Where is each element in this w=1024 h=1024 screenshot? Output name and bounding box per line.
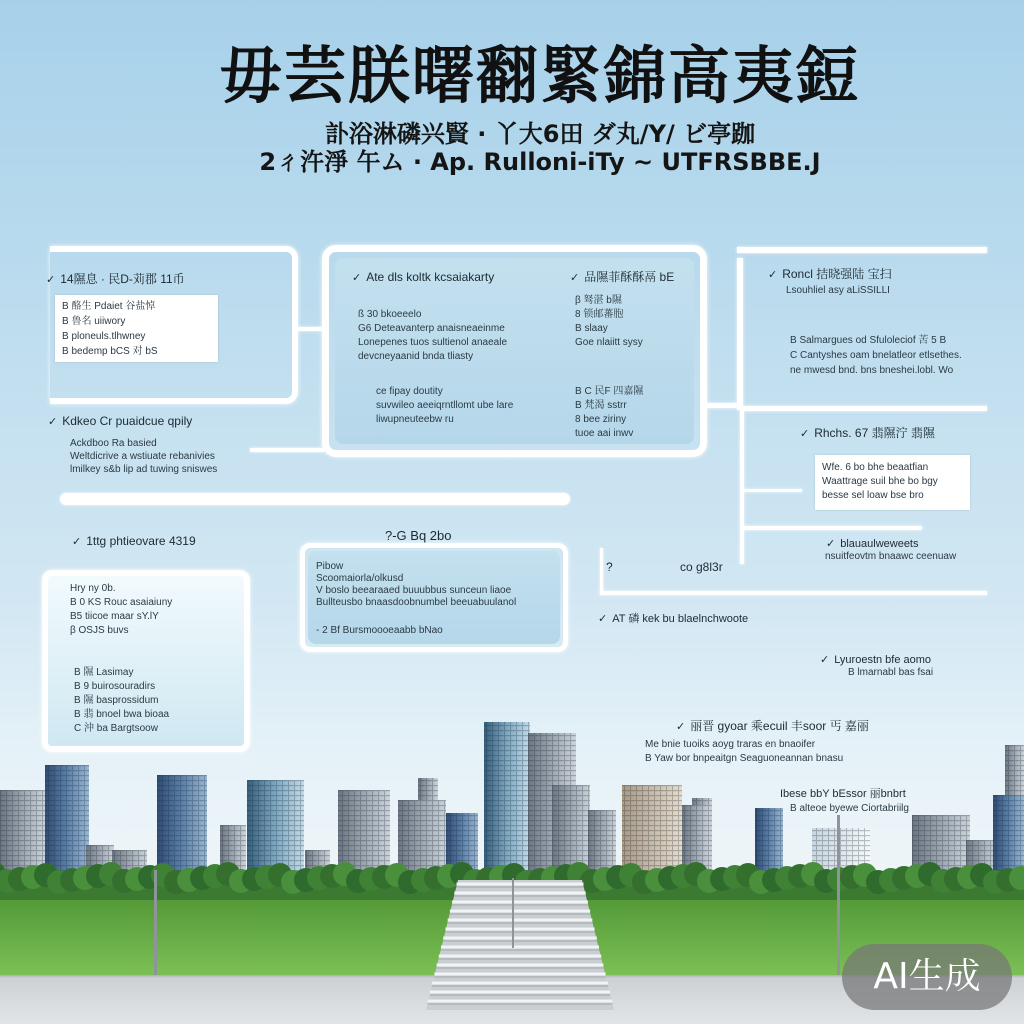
text-line: B 翡 bnoel bwa bioaa <box>74 709 170 720</box>
right-frame-side <box>737 258 743 410</box>
text-line: Hry ny 0b. <box>70 583 116 594</box>
ai-generated-badge: AI生成 <box>842 944 1012 1010</box>
center-mid-lines <box>316 561 556 609</box>
connector-line <box>742 526 922 530</box>
center-heading-right-text: 品隰菲酥酥鬲 bE <box>584 270 675 284</box>
left-top-heading <box>46 272 286 287</box>
right-mid-lines <box>822 461 966 503</box>
text-line: devcneyaanid bnda tliasty <box>358 351 474 362</box>
skyline-note1-heading <box>676 719 966 734</box>
text-line: Ackdboo Ra basied <box>70 438 157 449</box>
right-note-heading-text: blauaulweweets <box>840 538 919 550</box>
check-icon: ✓ <box>598 612 608 625</box>
right-top-heading-text: Roncl 拮晓强陆 宝扫 <box>782 267 892 281</box>
right-low-line: B lmarnabl bas fsai <box>848 667 934 678</box>
left-mid-lines <box>70 437 290 476</box>
text-line: Waattrage suil bhe bo bgy <box>822 476 938 487</box>
text-line: B5 tiicoe maar sY.lY <box>70 611 159 622</box>
subtitle-top: 訃浴淋磷兴賢 · 丫大6田 ダ丸/Y/ ビ亭跏 <box>324 120 756 148</box>
text-line: Lonepenes tuos sultienol anaeale <box>358 337 508 348</box>
text-line: 8 bee ziriny <box>575 414 627 425</box>
text-line: B 隰 Lasimay <box>74 667 134 678</box>
right-frame-top <box>737 247 987 253</box>
text-line: β 驽湛 b隰 <box>575 295 622 306</box>
text-line: Pibow <box>316 561 344 572</box>
check-icon: ✓ <box>46 273 56 286</box>
text-line: C 沖 ba Bargtsoow <box>74 723 158 734</box>
check-icon: ✓ <box>352 271 362 284</box>
center-right-lines-top <box>575 294 690 350</box>
left-mid-heading-text: Kdkeo Cr puaidcue qpily <box>62 414 193 428</box>
check-icon: ✓ <box>800 427 810 440</box>
text-line: 8 锁邮蕃胞 <box>575 309 624 320</box>
center-heading-left <box>352 270 562 285</box>
skyline-note1-heading-text: 丽晋 gyoar 乘ecuil 丰soor 丐 嘉丽 <box>690 719 869 733</box>
center-mid-footer: - 2 Bf Bursmoooeaabb bNao <box>316 625 443 636</box>
center-left-lines-top <box>358 308 563 364</box>
text-line: B C 民F 四嘉隰 <box>575 386 644 397</box>
right-top-lines <box>790 333 980 378</box>
text-line: B 0 KS Rouc asaiaiuny <box>70 597 173 608</box>
text-line: Scoomaiorla/olkusd <box>316 573 404 584</box>
text-line: B 鲁名 uiiwory <box>62 316 126 327</box>
text-line: Weltdicrive a wstiuate rebanivies <box>70 451 215 462</box>
skyline-note2-heading: Ibese bbY bEssor 丽bnbrt <box>780 788 906 800</box>
right-top-subline: Lsouhliel asy aLiSSILLI <box>786 285 890 296</box>
text-line: B 隰 basprossidum <box>74 695 159 706</box>
right-frame-side <box>740 408 744 564</box>
center-left-lines-bottom <box>376 385 566 427</box>
center-heading-right <box>570 270 690 285</box>
check-icon: ✓ <box>72 535 82 548</box>
text-line: suvwileo aeeiqrntllomt ube lare <box>376 400 514 411</box>
flow-marker: ? <box>606 560 613 574</box>
right-low-heading-text: Lyuroestn bfe aomo <box>834 654 932 666</box>
connector-line <box>600 548 603 594</box>
divider-bar <box>60 493 570 505</box>
check-icon: ✓ <box>768 268 778 281</box>
right-top-heading <box>768 267 978 282</box>
skyline-note1-lines <box>645 738 905 766</box>
right-note-line: nsuitfeovtm bnaawc ceenuaw <box>825 551 957 562</box>
text-line: B Salmargues od Sfuloleciof 苦 5 B <box>790 335 947 346</box>
text-line: B 酪生 Pdaiet 谷盐悼 <box>62 301 156 312</box>
text-line: Goe nlaiitt sysy <box>575 337 643 348</box>
text-line: B ploneuls.tlhwney <box>62 331 146 342</box>
page-title: 毋芸朕曙翻緊錦高夷鋀 <box>219 40 860 112</box>
right-mid-heading <box>800 426 980 441</box>
right-mid-heading-text: Rhchs. 67 翡隰泞 翡隰 <box>814 426 935 440</box>
text-line: liwupneuteebw ru <box>376 414 454 425</box>
text-line: B bedemp bCS 对 bS <box>62 346 158 357</box>
text-line: besse sel loaw bse bro <box>822 490 924 501</box>
center-right-lines-bottom <box>575 385 690 441</box>
text-line: V boslo beearaaed buuubbus sunceun liaoe <box>316 585 512 596</box>
text-line: lmilkey s&b lip ad tuwing sniswes <box>70 464 218 475</box>
connector-line <box>600 591 987 595</box>
connector-line <box>743 406 987 411</box>
center-heading-left-text: Ate dls koltk kcsaiakarty <box>366 270 495 284</box>
text-line: ne mwesd bnd. bns bneshei.lobl. Wo <box>790 365 954 376</box>
text-line: B slaay <box>575 323 608 334</box>
skyline-note2-line: B alteoe byewe Ciortabriilg <box>790 803 909 814</box>
left-mid2-heading-text: 1ttg phtieovare 4319 <box>86 534 196 548</box>
text-line: Bullteusbo bnaasdoobnumbel beeuabuulanol <box>316 597 517 608</box>
check-icon: ✓ <box>820 653 830 666</box>
text-line: B Yaw bor bnpeaitgn Seaguoneannan bnasu <box>645 753 844 764</box>
check-icon: ✓ <box>826 537 836 550</box>
check-icon: ✓ <box>570 271 580 284</box>
text-line: Me bnie tuoiks aoyg traras en bnaoifer <box>645 739 816 750</box>
text-line: β OSJS buvs <box>70 625 129 636</box>
text-line: tuoe aai inwv <box>575 428 634 439</box>
center-mid-label: ?-G Bq 2bo <box>385 528 452 543</box>
text-line: B 梵渴 sstrr <box>575 400 627 411</box>
connector-line <box>742 489 802 492</box>
text-line: Wfe. 6 bo bhe beaatfian <box>822 462 929 473</box>
text-line: ce fipay doutity <box>376 386 443 397</box>
left-mid2-heading <box>72 534 272 549</box>
connector-line <box>296 327 324 331</box>
connector-line <box>705 403 741 408</box>
subtitle-bottom: 2ㄔ汻淨 午ム · Ap. Rulloni-iTy ~ UTFRSBBE.J <box>259 148 821 176</box>
lamp-post <box>154 870 157 975</box>
text-line: G6 Deteavanterp anaisneaeinme <box>358 323 505 334</box>
lamp-post <box>512 878 514 948</box>
flow-note-text: AT 磷 kek bu blaelnchwoote <box>612 613 749 625</box>
text-line: B 9 buirosouradirs <box>74 681 156 692</box>
flow-note <box>598 611 798 627</box>
text-line: C Cantyshes oam bnelatleor etlsethes. <box>790 350 962 361</box>
lamp-post <box>837 815 840 975</box>
left-mid-heading <box>48 414 288 429</box>
check-icon: ✓ <box>676 720 686 733</box>
left-top-heading-text: 14隰息 · 民D-苅郡 11币 <box>60 272 185 286</box>
text-line: ß 30 bkoeeelo <box>358 309 422 320</box>
check-icon: ✓ <box>48 415 58 428</box>
stairs <box>420 878 620 1013</box>
flow-label: co g8l3r <box>680 560 723 574</box>
left-top-lines <box>62 299 214 359</box>
left-box-lines-top <box>70 582 240 638</box>
